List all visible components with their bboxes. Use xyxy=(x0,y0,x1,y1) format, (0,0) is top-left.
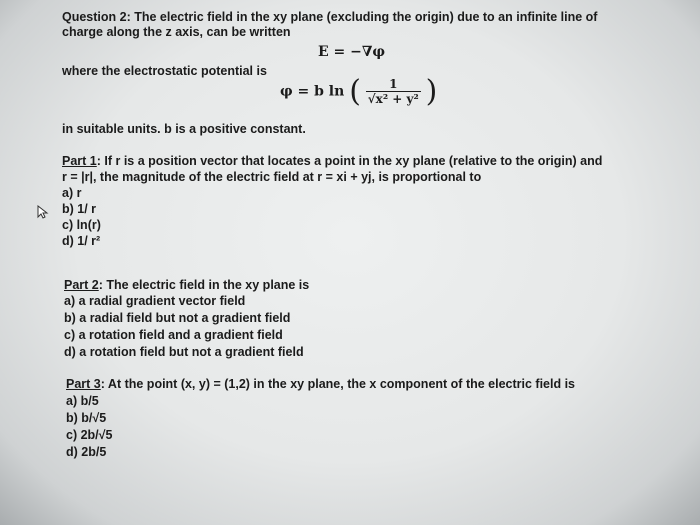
question-heading-line1: Question 2: The electric field in the xy plane (excluding the origin) due to an infinite line of xyxy=(62,10,598,24)
part1-label: Part 1 xyxy=(62,154,97,168)
part2-option-a: a) a radial gradient vector field xyxy=(64,294,246,308)
part1-option-a: a) r xyxy=(62,186,82,200)
part1-option-d: d) 1/ r² xyxy=(62,234,101,248)
part1-option-c: c) ln(r) xyxy=(62,218,101,232)
potential-intro: where the electrostatic potential is xyxy=(62,64,267,78)
part2-option-d: d) a rotation field but not a gradient field xyxy=(64,345,304,359)
units-note: in suitable units. b is a positive constant. xyxy=(62,122,306,136)
part2-option-b: b) a radial field but not a gradient field xyxy=(64,311,291,325)
potential-equation xyxy=(280,74,437,109)
field-equation: E = −∇φ xyxy=(318,44,386,60)
mouse-pointer-icon xyxy=(36,205,50,219)
part3-line1 xyxy=(66,377,575,392)
part1-line1 xyxy=(62,154,602,169)
part3-text: : At the point (x, y) = (1,2) in the xy plane, the x component of the electric field is xyxy=(100,377,576,391)
part2-option-c: c) a rotation field and a gradient field xyxy=(64,328,283,342)
potential-lhs: φ = b ln xyxy=(280,83,345,100)
part3-label: Part 3 xyxy=(66,377,101,391)
fraction-numerator: 1 xyxy=(366,77,421,92)
question-heading-line2: charge along the z axis, can be written xyxy=(62,25,291,39)
part2-line1 xyxy=(64,278,309,293)
part2-text: : The electric field in the xy plane is xyxy=(98,278,310,292)
part1-line2: r = |r|, the magnitude of the electric field at r = xi + yj, is proportional to xyxy=(62,170,482,184)
part3-option-c: c) 2b/√5 xyxy=(66,428,113,442)
part2-label: Part 2 xyxy=(64,278,99,292)
fraction-denominator: √x² + y² xyxy=(367,92,419,106)
part1-text: : If r is a position vector that locates a point in the xy plane (relative to the origin) and xyxy=(96,154,603,168)
part1-option-b: b) 1/ r xyxy=(62,202,97,216)
left-paren-icon: ( xyxy=(349,74,361,109)
part3-option-d: d) 2b/5 xyxy=(66,445,107,459)
part3-option-b: b) b/√5 xyxy=(66,411,107,425)
right-paren-icon: ) xyxy=(425,74,438,109)
part3-option-a: a) b/5 xyxy=(66,394,99,408)
potential-fraction xyxy=(366,77,421,106)
